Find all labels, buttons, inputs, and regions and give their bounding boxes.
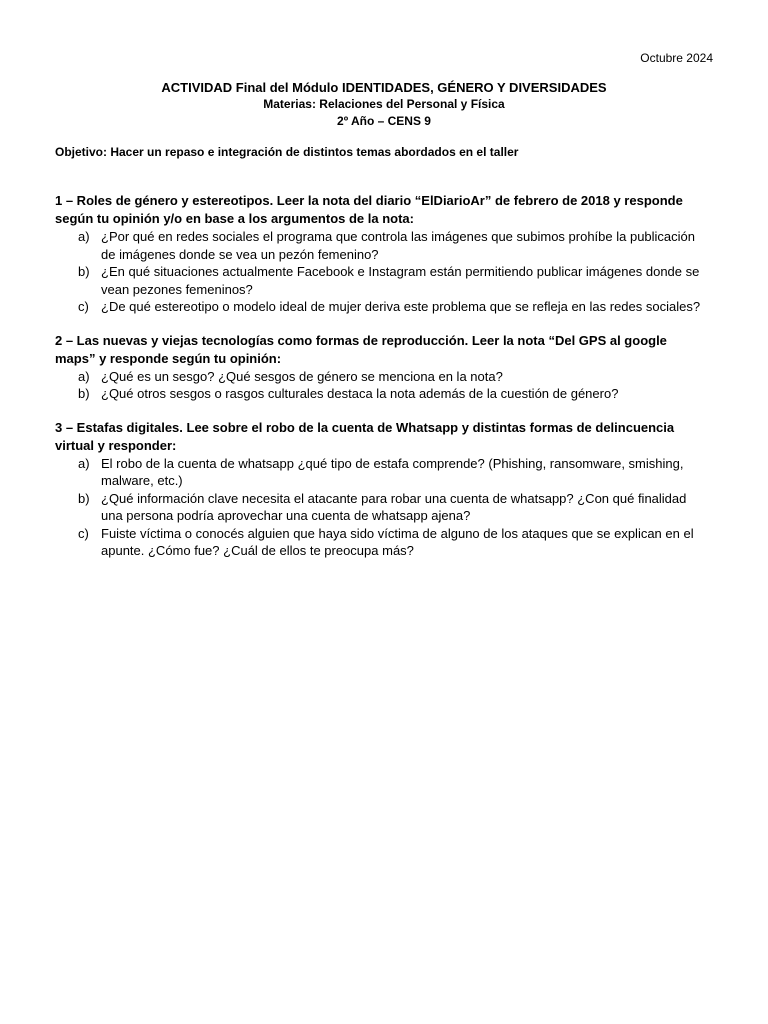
item-text: ¿Por qué en redes sociales el programa que controla las imágenes que subimos prohíbe la publicación de imágenes donde se vea un pezón femenino? (101, 229, 696, 262)
section-heading: 2 – Las nuevas y viejas tecnologías como formas de reproducción. Leer la nota “Del GPS al google maps” y responde según tu opinión: (55, 332, 667, 366)
questions-list (55, 192, 705, 576)
question-section (55, 192, 705, 316)
question-item (55, 490, 705, 525)
question-section (55, 419, 705, 560)
question-item (55, 263, 705, 298)
document-header (0, 79, 768, 130)
question-item (55, 455, 705, 490)
item-letter: a) (78, 368, 90, 384)
document-objective: Objetivo: Hacer un repaso e integración de distintos temas abordados en el taller (55, 145, 519, 159)
item-text: ¿De qué estereotipo o modelo ideal de mujer deriva este problema que se refleja en las redes sociales? (101, 299, 701, 314)
section-heading: 3 – Estafas digitales. Lee sobre el robo de la cuenta de Whatsapp y distintas formas de delincuencia virtual y responder: (55, 419, 675, 453)
item-text: Fuiste víctima o conocés alguien que haya sido víctima de alguno de los ataques que se explican en el apunte. ¿Cómo fue? ¿Cuál de ellos te preocupa más? (101, 525, 694, 558)
item-text: ¿Qué es un sesgo? ¿Qué sesgos de género se menciona en la nota? (101, 368, 503, 384)
item-letter: b) (78, 490, 90, 506)
item-text: El robo de la cuenta de whatsapp ¿qué tipo de estafa comprende? (Phishing, ransomware, smishing, malware, etc.) (101, 455, 684, 488)
item-letter: a) (78, 229, 90, 244)
question-item (55, 525, 705, 560)
question-section (55, 332, 705, 403)
section-items (55, 368, 705, 403)
question-item (55, 298, 705, 316)
item-letter: c) (78, 525, 89, 541)
section-heading: 1 – Roles de género y estereotipos. Leer la nota del diario “ElDiarioAr” de febrero de 2018 y responde según tu opinión y/o en base a los argumentos de la nota: (55, 193, 683, 226)
question-item (55, 368, 705, 386)
item-text: ¿Qué otros sesgos o rasgos culturales destaca la nota además de la cuestión de género? (101, 386, 619, 401)
question-item (55, 385, 705, 403)
document-title: ACTIVIDAD Final del Módulo IDENTIDADES, GÉNERO Y DIVERSIDADES (161, 80, 607, 95)
item-text: ¿En qué situaciones actualmente Facebook e Instagram están permitiendo publicar imágenes donde se vean pezones femeninos? (101, 264, 700, 297)
item-text: ¿Qué información clave necesita el atacante para robar una cuenta de whatsapp? ¿Con qué finalidad una persona podría aprovechar una cuenta de whatsapp ajena? (101, 490, 687, 523)
section-items (55, 228, 705, 316)
item-letter: b) (78, 264, 90, 279)
document-date: Octubre 2024 (640, 51, 713, 65)
document-course: 2º Año – CENS 9 (337, 114, 431, 128)
item-letter: a) (78, 455, 90, 471)
question-item (55, 228, 705, 263)
document-subjects: Materias: Relaciones del Personal y Física (263, 97, 505, 111)
item-letter: c) (78, 299, 89, 314)
item-letter: b) (78, 386, 90, 401)
section-items (55, 455, 705, 560)
